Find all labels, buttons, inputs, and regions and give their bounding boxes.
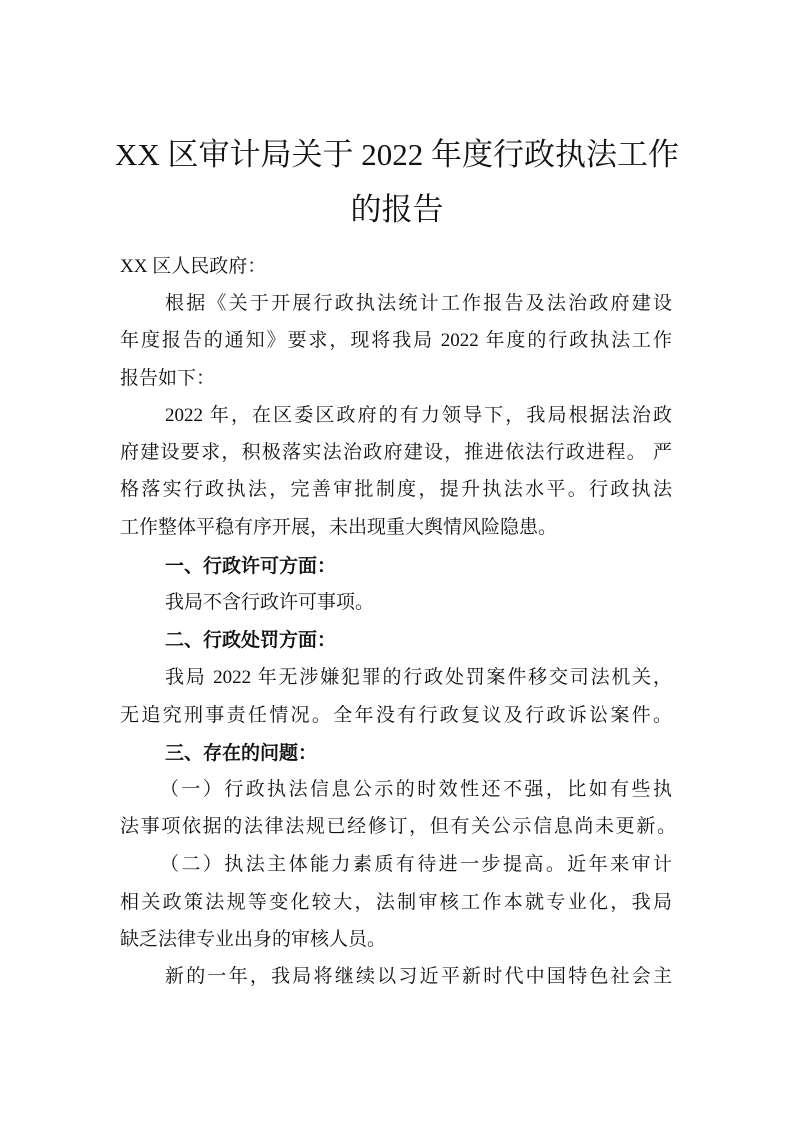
- paragraph-line: 无追究刑事责任情况。全年没有行政复议及行政诉讼案件。: [120, 705, 672, 726]
- paragraph-line: 报告如下：: [120, 368, 216, 389]
- paragraph-line: 相关政策法规等变化较大，法制审核工作本就专业化，我局: [120, 892, 672, 913]
- section-heading-2: 二、行政处罚方面：: [165, 629, 337, 651]
- paragraph-line: 年度报告的通知》要求，现将我局 2022 年度的行政执法工作: [120, 330, 672, 351]
- paragraph-line: 法事项依据的法律法规已经修订，但有关公示信息尚未更新。: [120, 816, 676, 837]
- document-title-line-1: XX 区审计局关于 2022 年度行政执法工作: [114, 137, 680, 172]
- paragraph-line: （二）执法主体能力素质有待进一步提高。近年来审计: [160, 854, 672, 875]
- paragraph-line: 我局 2022 年无涉嫌犯罪的行政处罚案件移交司法机关，: [165, 667, 672, 688]
- paragraph-line: 我局不含行政许可事项。: [165, 592, 375, 613]
- document-title-line-2: 的报告: [350, 192, 444, 227]
- section-heading-3: 三、存在的问题：: [165, 742, 318, 764]
- paragraph-line: 新的一年，我局将继续以习近平新时代中国特色社会主: [165, 966, 672, 987]
- paragraph-line: 工作整体平稳有序开展，未出现重大舆情风险隐患。: [120, 517, 558, 538]
- paragraph-line: 2022 年，在区委区政府的有力领导下，我局根据法治政: [165, 405, 672, 426]
- salutation: XX 区人民政府：: [120, 256, 267, 277]
- paragraph-line: 根据《关于开展行政执法统计工作报告及法治政府建设: [165, 293, 672, 314]
- paragraph-line: 格落实行政执法，完善审批制度，提升执法水平。行政执法: [120, 479, 672, 500]
- paragraph-line: 缺乏法律专业出身的审核人员。: [120, 929, 387, 950]
- paragraph-line: 府建设要求，积极落实法治政府建设，推进依法行政进程。 严: [120, 442, 672, 463]
- section-heading-1: 一、行政许可方面：: [165, 555, 337, 577]
- paragraph-line: （一）行政执法信息公示的时效性还不强，比如有些执: [160, 779, 672, 800]
